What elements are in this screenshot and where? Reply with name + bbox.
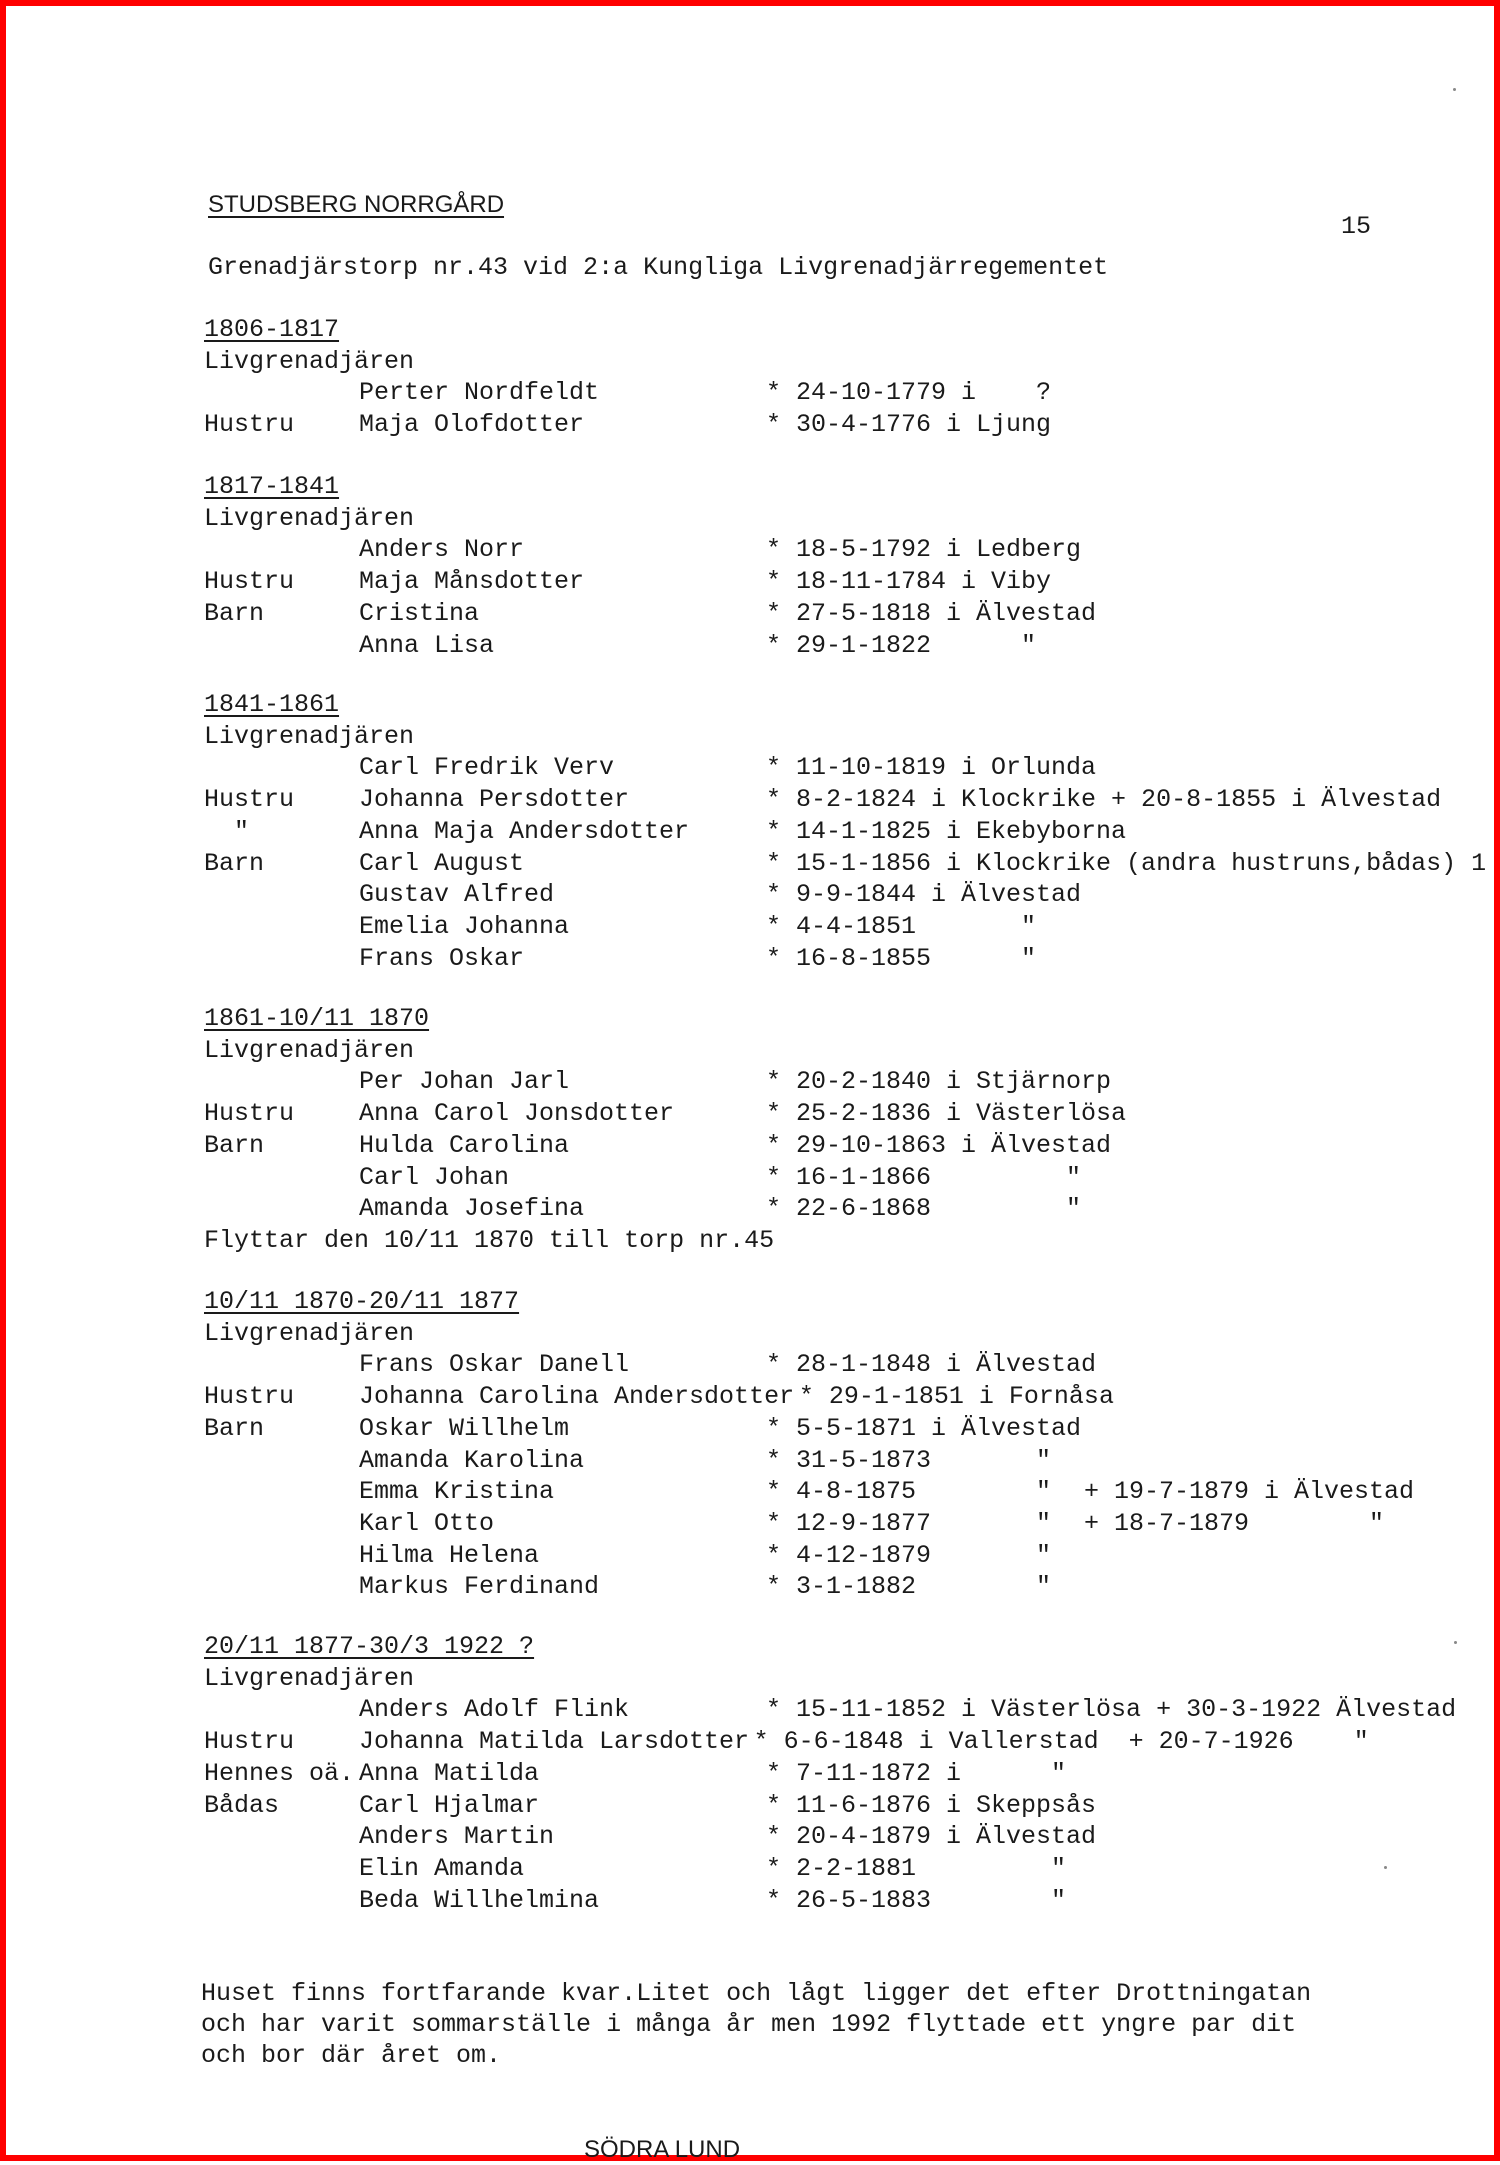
person-role: Barn: [204, 1413, 265, 1443]
next-section-heading: SÖDRA LUND: [584, 2136, 741, 2163]
period-title: Livgrenadjären: [204, 503, 415, 533]
person-birth-info: * 8-2-1824 i Klockrike + 20-8-1855 i Älvestad: [766, 785, 1442, 815]
person-role: Bådas: [204, 1790, 280, 1820]
person-death-info: + 19-7-1879 i Älvestad: [1084, 1477, 1415, 1507]
person-birth-info: * 12-9-1877 ": [766, 1508, 1052, 1538]
person-birth-info: * 14-1-1825 i Ekebyborna: [766, 816, 1127, 846]
person-birth-info: * 2-2-1881 ": [766, 1853, 1067, 1883]
person-birth-info: * 28-1-1848 i Älvestad: [766, 1350, 1097, 1380]
person-birth-info: * 30-4-1776 i Ljung: [766, 410, 1052, 440]
period-title: Livgrenadjären: [204, 1663, 415, 1693]
person-name: Anna Maja Andersdotter: [359, 816, 690, 846]
person-name: Anders Martin: [359, 1822, 555, 1852]
person-name: Elin Amanda: [359, 1853, 525, 1883]
person-birth-info: * 11-10-1819 i Orlunda: [766, 753, 1097, 783]
scan-speck: [1454, 1641, 1457, 1644]
page-heading: STUDSBERG NORRGÅRD: [208, 191, 505, 218]
person-role: Hennes oä.: [204, 1758, 355, 1788]
person-name: Karl Otto: [359, 1508, 495, 1538]
person-birth-info: * 4-4-1851 ": [766, 911, 1037, 941]
person-role: Hustru: [204, 1727, 295, 1757]
person-name: Amanda Josefina: [359, 1194, 585, 1224]
period-years: 1841-1861: [204, 690, 340, 719]
person-birth-info: * 5-5-1871 i Älvestad: [766, 1413, 1082, 1443]
scan-speck: [1384, 1866, 1387, 1869]
closing-line: Huset finns fortfarande kvar.Litet och lågt ligger det efter Drottningatan: [201, 1979, 1312, 2008]
person-role: Hustru: [204, 567, 295, 597]
person-birth-info: * 22-6-1868 ": [766, 1194, 1082, 1224]
person-role: Hustru: [204, 1382, 295, 1412]
person-birth-info: * 15-11-1852 i Västerlösa + 30-3-1922 Älvestad: [766, 1695, 1457, 1725]
person-birth-info: * 31-5-1873 ": [766, 1445, 1052, 1475]
person-name: Emma Kristina: [359, 1477, 555, 1507]
person-name: Johanna Matilda Larsdotter: [359, 1727, 750, 1757]
person-name: Oskar Willhelm: [359, 1413, 570, 1443]
person-birth-info: * 4-8-1875 ": [766, 1477, 1052, 1507]
person-birth-info: * 20-4-1879 i Älvestad: [766, 1822, 1097, 1852]
period-years: 10/11 1870-20/11 1877: [204, 1287, 520, 1316]
person-birth-info: * 18-11-1784 i Viby: [766, 567, 1052, 597]
period-years: 20/11 1877-30/3 1922 ?: [204, 1632, 535, 1661]
page-number: 15: [1341, 212, 1372, 241]
person-name: Beda Willhelmina: [359, 1885, 600, 1915]
person-name: Hulda Carolina: [359, 1130, 570, 1160]
person-name: Carl Johan: [359, 1162, 510, 1192]
person-name: Perter Nordfeldt: [359, 378, 600, 408]
person-role: Barn: [204, 1130, 265, 1160]
person-birth-info: * 7-11-1872 i ": [766, 1758, 1067, 1788]
person-birth-info: * 16-1-1866 ": [766, 1162, 1082, 1192]
person-role: Hustru: [204, 410, 295, 440]
person-birth-info: * 16-8-1855 ": [766, 943, 1037, 973]
person-birth-info: * 25-2-1836 i Västerlösa: [766, 1099, 1127, 1129]
person-name: Carl Hjalmar: [359, 1790, 540, 1820]
person-name: Anders Adolf Flink: [359, 1695, 630, 1725]
person-birth-info: * 4-12-1879 ": [766, 1540, 1052, 1570]
person-birth-info: * 29-1-1822 ": [766, 630, 1037, 660]
person-birth-info: * 3-1-1882 ": [766, 1572, 1052, 1602]
person-birth-info: * 6-6-1848 i Vallerstad + 20-7-1926 ": [753, 1727, 1369, 1757]
period-years: 1806-1817: [204, 315, 340, 344]
person-name: Anna Carol Jonsdotter: [359, 1099, 675, 1129]
person-birth-info: * 29-10-1863 i Älvestad: [766, 1130, 1112, 1160]
person-name: Frans Oskar Danell: [359, 1350, 630, 1380]
person-death-info: + 18-7-1879 ": [1084, 1508, 1385, 1538]
person-birth-info: * 18-5-1792 i Ledberg: [766, 535, 1082, 565]
period-title: Livgrenadjären: [204, 721, 415, 751]
person-role: ": [204, 816, 250, 846]
person-birth-info: * 26-5-1883 ": [766, 1885, 1067, 1915]
person-name: Anna Lisa: [359, 630, 495, 660]
page-subtitle: Grenadjärstorp nr.43 vid 2:a Kungliga Livgrenadjärregementet: [208, 253, 1109, 282]
scan-speck: [1453, 88, 1456, 91]
period-title: Livgrenadjären: [204, 346, 415, 376]
person-name: Carl August: [359, 848, 525, 878]
person-role: Barn: [204, 598, 265, 628]
person-birth-info: * 9-9-1844 i Älvestad: [766, 880, 1082, 910]
period-note: Flyttar den 10/11 1870 till torp nr.45: [204, 1225, 775, 1255]
person-name: Anders Norr: [359, 535, 525, 565]
person-name: Frans Oskar: [359, 943, 525, 973]
person-birth-info: * 15-1-1856 i Klockrike (andra hustruns,bådas) 1: [766, 848, 1487, 878]
person-name: Markus Ferdinand: [359, 1572, 600, 1602]
person-name: Johanna Carolina Andersdotter: [359, 1382, 795, 1412]
period-years: 1817-1841: [204, 472, 340, 501]
person-name: Maja Olofdotter: [359, 410, 585, 440]
person-role: Hustru: [204, 785, 295, 815]
person-name: Maja Månsdotter: [359, 567, 585, 597]
person-name: Anna Matilda: [359, 1758, 540, 1788]
person-birth-info: * 24-10-1779 i ?: [766, 378, 1052, 408]
closing-line: och bor där året om.: [201, 2041, 502, 2070]
person-role: Hustru: [204, 1099, 295, 1129]
person-birth-info: * 27-5-1818 i Älvestad: [766, 598, 1097, 628]
period-years: 1861-10/11 1870: [204, 1004, 430, 1033]
person-role: Barn: [204, 848, 265, 878]
period-title: Livgrenadjären: [204, 1035, 415, 1065]
person-name: Hilma Helena: [359, 1540, 540, 1570]
person-name: Gustav Alfred: [359, 880, 555, 910]
closing-line: och har varit sommarställe i många år men 1992 flyttade ett yngre par dit: [201, 2010, 1297, 2039]
person-name: Carl Fredrik Verv: [359, 753, 615, 783]
person-name: Emelia Johanna: [359, 911, 570, 941]
person-name: Cristina: [359, 598, 480, 628]
person-birth-info: * 29-1-1851 i Fornåsa: [798, 1382, 1114, 1412]
person-name: Amanda Karolina: [359, 1445, 585, 1475]
period-title: Livgrenadjären: [204, 1318, 415, 1348]
person-birth-info: * 11-6-1876 i Skeppsås: [766, 1790, 1097, 1820]
person-name: Per Johan Jarl: [359, 1067, 570, 1097]
person-name: Johanna Persdotter: [359, 785, 630, 815]
person-birth-info: * 20-2-1840 i Stjärnorp: [766, 1067, 1112, 1097]
